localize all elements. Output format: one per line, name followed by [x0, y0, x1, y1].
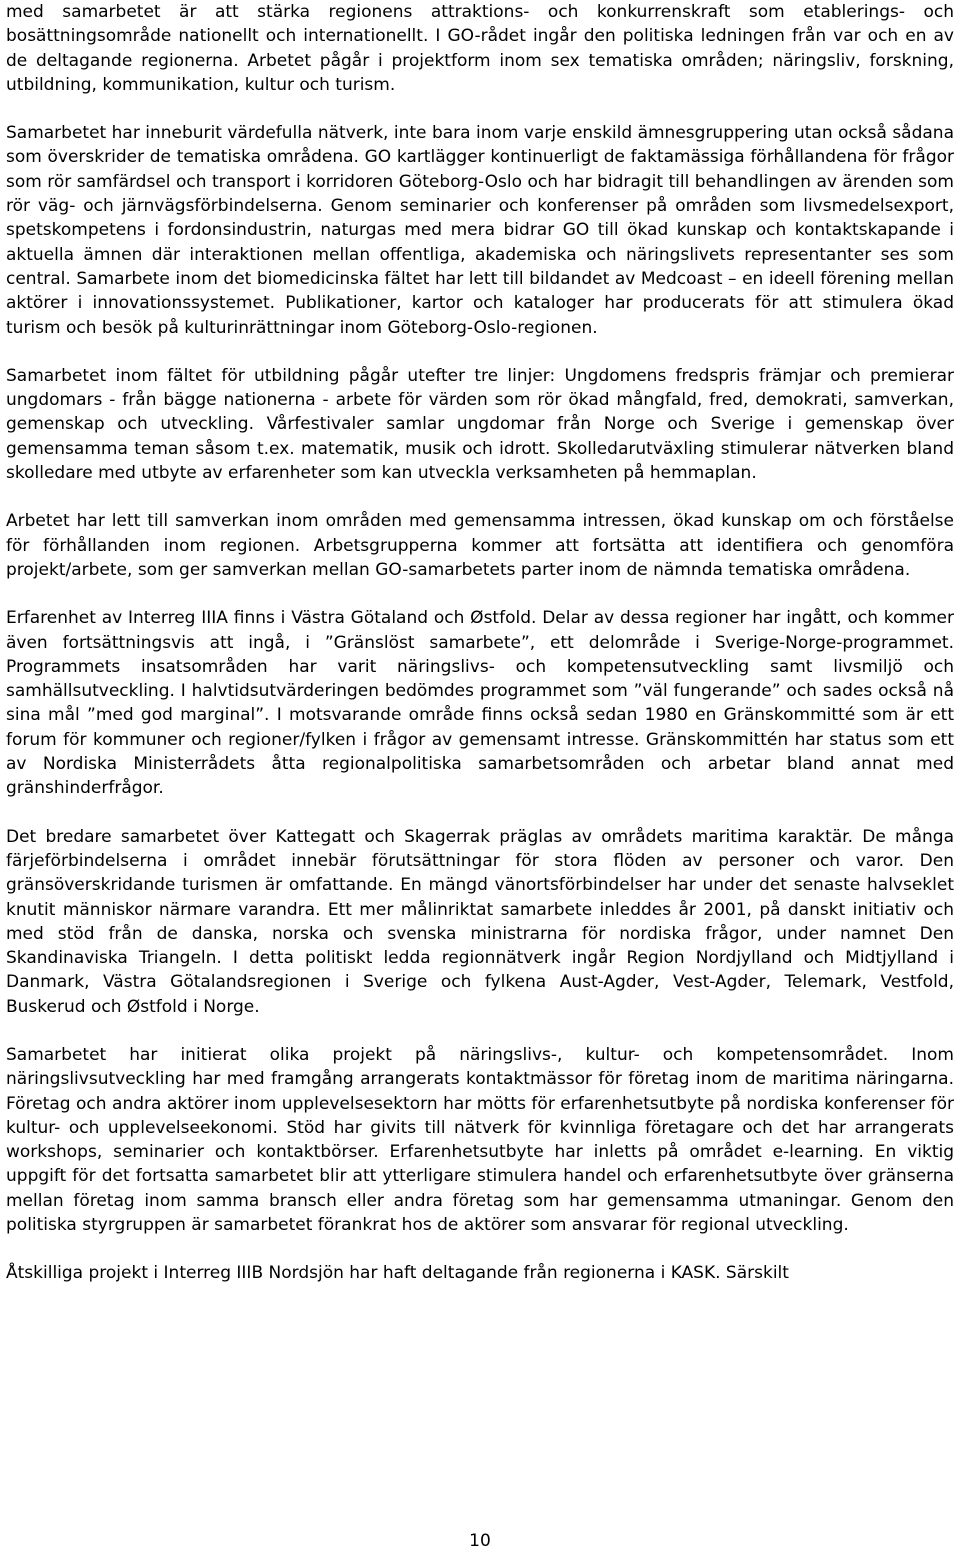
paragraph-2: Samarbetet har inneburit värdefulla nätverk, inte bara inom varje enskild ämnesgruppering utan också sådana som överskrider de tematiska områdena. GO kartlägger kontinuerligt de faktamässiga förhållandena för frågor som rör samfärdsel och transport i korridoren Göteborg-Oslo och har bidragit till behandlingen av ärenden som rör väg- och järnvägsförbindelserna. Genom seminarier och konferenser på områden som livsmedelsexport, spetskompetens i fordonsindustrin, naturgas med mera bidrar GO till ökad kunskap och kontaktskapande i aktuella ämnen där interaktionen mellan offentliga, akademiska och näringslivets representanter ses som central. Samarbete inom det biomedicinska fältet har lett till bildandet av Medcoast – en ideell förening mellan aktörer i innovationssystemet. Publikationer, kartor och kataloger har producerats för att stimulera ökad turism och besök på kulturinrättningar inom Göteborg-Oslo-regionen.	[6, 123, 954, 338]
paragraph-5: Erfarenhet av Interreg IIIA finns i Västra Götaland och Østfold. Delar av dessa regioner har ingått, och kommer även fortsättningsvis att ingå, i ”Gränslöst samarbete”, ett delområde i Sverige-Norge-programmet. Programmets insatsområden har varit näringslivs- och kompetensutveckling samt livsmiljö och samhällsutveckling. I halvtidsutvärderingen bedömdes programmet som ”väl fungerande” och sades också nå sina mål ”med god marginal”. I motsvarande område finns också sedan 1980 en Gränskommitté som är ett forum för kommuner och regioner/fylken i frågor av gemensamt intresse. Gränskommittén har status som ett av Nordiska Ministerrådets åtta regionalpolitiska samarbetsområden och arbetar bland annat med gränshinderfrågor.	[6, 608, 954, 799]
paragraph-3: Samarbetet inom fältet för utbildning pågår utefter tre linjer: Ungdomens fredspris främjar och premierar ungdomars - från bägge nationerna - arbete för värden som rör ökad mångfald, fred, demokrati, samverkan, gemenskap och utveckling. Vårfestivaler samlar ungdomar från Norge och Sverige i gemenskap över gemensamma teman såsom t.ex. matematik, musik och idrott. Skolledarutväxling stimulerar nätverken bland skolledare med utbyte av erfarenheter som kan utveckla verksamheten på hemmaplan.	[6, 365, 954, 484]
paragraph-1: med samarbetet är att stärka regionens attraktions- och konkurrenskraft som etablerings- och bosättningsområde nationellt och internationellt. I GO-rådet ingår den politiska ledningen från var och en av de deltagande regionerna. Arbetet pågår i projektform inom sex tematiska områden; näringsliv, forskning, utbildning, kommunikation, kultur och turism.	[6, 2, 954, 95]
paragraph-4: Arbetet har lett till samverkan inom områden med gemensamma intressen, ökad kunskap om och förståelse för förhållanden inom regionen. Arbetsgrupperna kommer att fortsätta att identifiera och genomföra projekt/arbete, som ger samverkan mellan GO-samarbetets parter inom de nämnda tematiska områdena.	[6, 511, 954, 580]
paragraph-6: Det bredare samarbetet över Kattegatt och Skagerrak präglas av områdets maritima karaktär. De många färjeförbindelserna i området innebär förutsättningar för stora flöden av personer och varor. Den gränsöverskridande turismen är omfattande. En mängd vänortsförbindelser har under det senaste halvseklet knutit människor närmare varandra. Ett mer målinriktat samarbete inleddes år 2001, på danskt initiativ och med stöd från de danska, norska och svenska ministrarna för nordiska frågor, under namnet Den Skandinaviska Triangeln. I detta politiskt ledda regionnätverk ingår Region Nordjylland och Midtjylland i Danmark, Västra Götalandsregionen i Sverige och fylkena Aust-Agder, Vest-Agder, Telemark, Vestfold, Buskerud och Østfold i Norge.	[6, 826, 954, 1017]
page-number: 10	[469, 1531, 491, 1551]
paragraph-7: Samarbetet har initierat olika projekt på näringslivs-, kultur- och kompetensområdet. Inom näringslivsutveckling har med framgång arrangerats kontaktmässor för företag inom de maritima näringarna. Företag och andra aktörer inom upplevelsesektorn har mötts för erfarenhetsutbyte på nordiska konferenser för kultur- och upplevelseekonomi. Stöd har givits till nätverk för kvinnliga företagare och det har arrangerats workshops, seminarier och kontaktbörser. Erfarenhetsutbyte har inletts på området e-learning. En viktig uppgift för det fortsatta samarbetet blir att ytterligare stimulera handel och erfarenhetsutbyte över gränserna mellan företag inom samma bransch eller andra företag som har gemensamma utmaningar. Genom den politiska styrgruppen är samarbetet förankrat hos de aktörer som ansvarar för regional utveckling.	[6, 1044, 954, 1236]
paragraph-8: Åtskilliga projekt i Interreg IIIB Nordsjön har haft deltagande från regionerna i KASK. Särskilt	[6, 1263, 789, 1284]
